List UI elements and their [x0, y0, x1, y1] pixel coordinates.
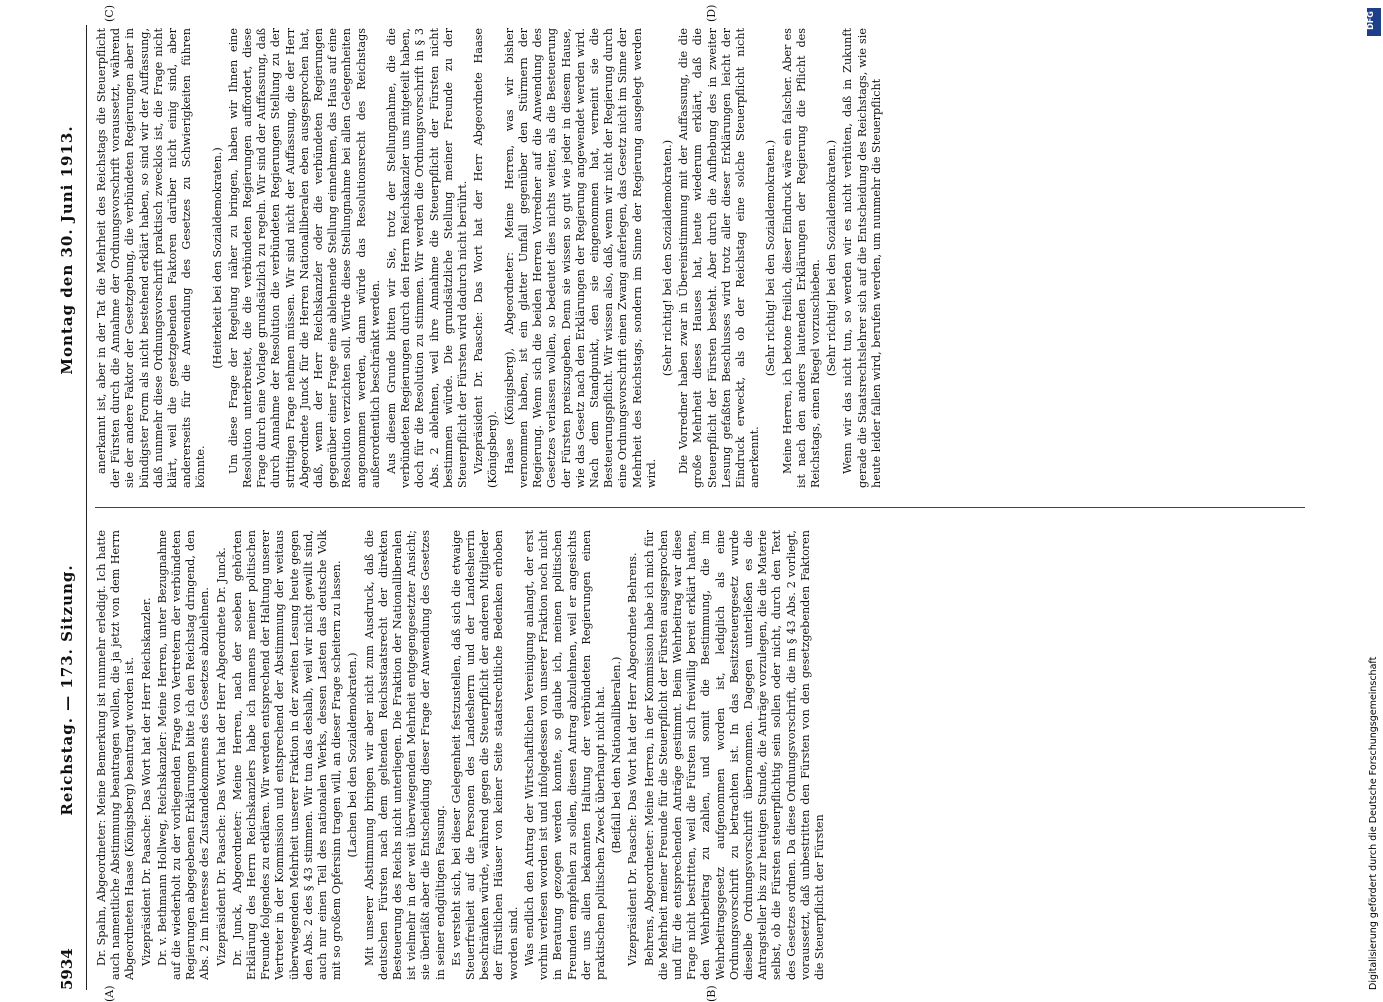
paragraph: Aus diesem Grunde bitten wir Sie, trotz der Stellungnahme, die die verbündeten Regierungen durch den Herrn Reichskanzler uns mitgeteilt haben, doch für die Resolution zu stimmen. Wir werden die Ordnungsvorschrift in § 3 Abs. 2 ablehnen, weil ihre Annahme die Steuerpflicht der Fürsten nicht bestimmen würde. Die grundsätzliche Stellung meiner Freunde zu der Steuerpflicht der Fürsten wird dadurch nicht berührt.	[385, 28, 470, 488]
session-title: Reichstag. — 173. Sitzung.	[58, 564, 76, 816]
paragraph: Mit unserer Abstimmung bringen wir aber nicht zum Ausdruck, daß die deutschen Fürsten nach dem geltenden Reichsstaatsrecht der direkten Besteuerung des Reichs nicht unterliegen. Die Fraktion der Nationalliberalen ist vielmehr in der weit überwiegenden Mehrheit entgegengesetzter Ansicht; sie überläßt aber die Entscheidung dieser Frage der Anwendung des Gesetzes in seiner endgültigen Fassung.	[362, 530, 447, 980]
date-title: Montag den 30. Juni 1913.	[58, 125, 76, 375]
header-rule	[86, 25, 87, 990]
margin-marker-d: (D)	[705, 4, 718, 22]
paragraph: Wenn wir das nicht tun, so werden wir es nicht verhüten, daß in Zukunft gerade die Staatsrechtslehrer sich auf die Entscheidung des Reichstags, wie sie heute leider fallen wird, berufen werden, um nunmehr die Steuerpflicht	[841, 28, 883, 488]
interjection: (Lachen bei den Sozialdemokraten.)	[346, 652, 360, 858]
paragraph: Dr. v. Bethmann Hollweg, Reichskanzler: Meine Herren, unter Bezugnahme auf die wiederholt zu der vorliegenden Frage von Vertretern der verbündeten Regierungen abgegebenen Erklärungen bitte ich den Reichstag dringend, den Abs. 2 im Interesse des Zustandekommens des Gesetzes abzulehnen.	[155, 530, 212, 980]
paragraph: Behrens, Abgeordneter: Meine Herren, in der Kommission habe ich mich für die Mehrheit meiner Freunde für die Steuerpflicht der Fürsten ausgesprochen und für die entsprechenden Anträge gestimmt. Beim Wehrbeitrag war diese Frage nicht bestritten, weil die Fürsten sich freiwillig bereit erklärt hatten, den Wehrbeitrag zu zahlen, und somit die Bestimmung, die im Wehrbeitragsgesetz aufgenommen worden ist, lediglich als eine Ordnungsvorschrift zu betrachten ist. In das Besitzsteuergesetz wurde dieselbe Ordnungsvorschrift übernommen. Dagegen unterließen es die Antragsteller bis zur heutigen Stunde, die Anträge vorzulegen, die die Materie selbst, ob die Fürsten steuerpflichtig sein sollen oder nicht, durch den Text des Gesetzes ordnen. Da diese Ordnungsvorschrift, die im § 43 Abs. 2 vorliegt, voraussetzt, daß unbestritten den Fürsten von den gesetzgebenden Faktoren die Steuerpflicht der Fürsten	[642, 530, 826, 980]
paragraph: Vizepräsident Dr. Paasche: Das Wort hat der Herr Reichskanzler.	[139, 597, 153, 966]
paragraph: Dr. Junck, Abgeordneter: Meine Herren, nach der soeben gehörten Erklärung des Herrn Reichskanzlers habe ich namens meiner politischen Freunde folgendes zu erklären. Wir werden entsprechend der Haltung unserer Vertreter in der Kommission und entsprechend der Abstimmung der weitaus überwiegenden Mehrheit unserer Fraktion in der zweiten Lesung heute gegen den Abs. 2 des § 43 stimmen. Wir tun das deshalb, weil wir nicht gewillt sind, auch nur einen Teil des nationalen Werks, dessen Lasten das deutsche Volk mit so großem Opfersinn tragen will, an dieser Frage scheitern zu lassen.	[230, 530, 344, 980]
paragraph: Die Vorredner haben zwar in Übereinstimmung mit der Auffassung, die die große Mehrheit dieses Hauses hat, heute wiederum erklärt, daß die Steuerpflicht der Fürsten besteht. Aber durch die Aufhebung des in zweiter Lesung gefaßten Beschlusses wird trotz aller dieser Erklärungen leicht der Eindruck erweckt, als ob der Reichstag eine solche Steuerpflicht nicht anerkennt.	[677, 28, 762, 488]
margin-marker-b: (B)	[705, 985, 718, 1002]
left-column	[95, 530, 1310, 980]
right-column	[95, 28, 1310, 488]
dfg-logo-badge: DFG	[1367, 8, 1381, 36]
paragraph: anerkannt ist, aber in der Tat die Mehrheit des Reichstags die Steuerpflicht der Fürsten durch die Annahme der Ordnungsvorschrift voraussetzt, während sie der andere Faktor der Gesetzgebung, die verbündeten Regierungen aber in bündigster Form als nicht bestehend erklärt haben, so sind wir der Auffassung, daß nunmehr diese Ordnungsvorschrift praktisch zwecklos ist, die Frage nicht klärt, weil die gesetzgebenden Faktoren darüber nicht einig sind, aber andererseits für die Anwendung des Gesetzes zu Schwierigkeiten führen könnte.	[95, 28, 208, 488]
paragraph: Vizepräsident Dr. Paasche: Das Wort hat der Herr Abgeordnete Behrens.	[626, 552, 640, 966]
paragraph: Vizepräsident Dr. Paasche: Das Wort hat der Herr Abgeordnete Haase (Königsberg).	[472, 28, 500, 488]
page-header	[52, 25, 82, 990]
interjection: (Sehr richtig! bei den Sozialdemokraten.)	[825, 139, 839, 377]
paragraph: Um diese Frage der Regelung näher zu bringen, haben wir Ihnen eine Resolution unterbreitet, die die verbündeten Regierungen auffordert, diese Frage durch eine Vorlage grundsätzlich zu regeln. Wir sind der Auffassung, daß durch Annahme der Resolution die verbündeten Regierungen Stellung zu der strittigen Frage nehmen müssen. Wir sind nicht der Auffassung, die der Herr Abgeordnete Junck für die Herren Nationalliberalen eben ausgesprochen hat, daß, wenn der Herr Reichskanzler oder die verbündeten Regierungen gegenüber einer Frage eine ablehnende Stellung einnehmen, das Haus auf eine Resolution verzichten soll. Würde diese Stellungnahme bei allen Gelegenheiten angenommen werden, dann würde das Resolutionsrecht des Reichstags außerordentlich beschränkt werden.	[226, 28, 382, 488]
digitization-credit: Digitalisierung gefördert durch die Deutsche Forschungsgemeinschaft	[1368, 656, 1379, 990]
paragraph: Dr. Spahn, Abgeordneter: Meine Bemerkung ist nunmehr erledigt. Ich hatte auch namentliche Abstimmung beantragen wollen, die ja jetzt von dem Herrn Abgeordneten Haase (Königsberg) beantragt worden ist.	[95, 530, 137, 980]
paragraph: Vizepräsident Dr. Paasche: Das Wort hat der Herr Abgeordnete Dr. Junck.	[214, 547, 228, 966]
paragraph: Meine Herren, ich betone freilich, dieser Eindruck wäre ein falscher. Aber es ist nach den anders lautenden Erklärungen der Regierung die Pflicht des Reichstags, einen Riegel vorzuschieben.	[780, 28, 822, 488]
page-number: 5934	[58, 948, 76, 990]
interjection: (Beifall bei den Nationalliberalen.)	[610, 656, 624, 854]
column-divider	[95, 507, 1305, 508]
margin-marker-c: (C)	[103, 5, 116, 22]
interjection: (Heiterkeit bei den Sozialdemokraten.)	[210, 147, 224, 369]
paragraph: Haase (Königsberg), Abgeordneter: Meine Herren, was wir bisher vernommen haben, ist ein glatter Umfall gegenüber den Stürmern der Regierung. Wenn sich die beiden Herren Vorredner auf die Anwendung des Gesetzes verlassen wollen, so bedeutet dies nichts weiter, als die Besteuerung der Fürsten preiszugeben. Denn sie wissen so gut wie jeder in diesem Hause, wie das Gesetz nach den Erklärungen der Regierung angewendet werden wird. Nach dem Standpunkt, den sie eingenommen hat, verneint sie die Besteuerungspflicht. Wir wissen also, daß, wenn wir nicht der Regierung durch eine Ordnungsvorschrift einen Zwang auferlegen, das Gesetz nicht im Sinne der Mehrheit des Reichstags, sondern im Sinne der Regierung ausgelegt werden wird.	[502, 28, 658, 488]
paragraph: Was endlich den Antrag der Wirtschaftlichen Vereinigung anlangt, der erst vorhin verlesen worden ist und infolgedessen von unserer Fraktion noch nicht in Beratung gezogen werden konnte, so glaube ich, meinen politischen Freunden empfehlen zu sollen, diesen Antrag abzulehnen, weil er angesichts der uns allen bekannten Haltung der verbündeten Regierungen einen praktischen politischen Zweck überhaupt nicht hat.	[522, 530, 607, 980]
interjection: (Sehr richtig! bei den Sozialdemokraten.)	[660, 139, 674, 377]
margin-marker-a: (A)	[103, 985, 116, 1002]
paragraph: Es versteht sich, bei dieser Gelegenheit festzustellen, daß sich die etwaige Steuerfreiheit auf die Personen des Landesherrn und der Landesherrin beschränken würde, während gegen die Steuerpflicht der anderen Mitglieder der fürstlichen Häuser von keiner Seite staatsrechtliche Bedenken erhoben worden sind.	[449, 530, 520, 980]
interjection: (Sehr richtig! bei den Sozialdemokraten.)	[764, 139, 778, 377]
